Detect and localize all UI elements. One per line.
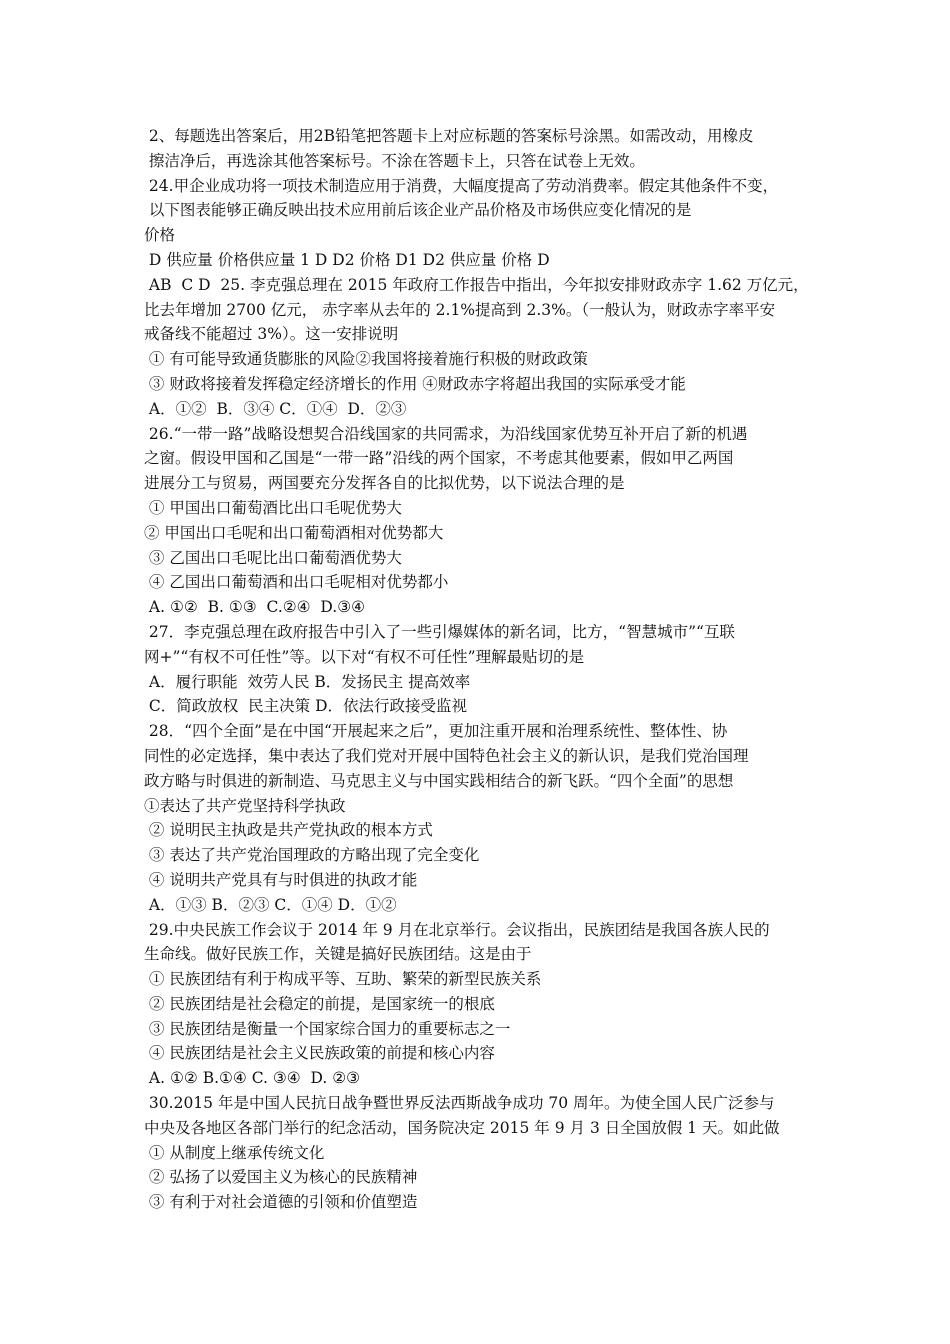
- text-line: 戒备线不能超过 3%）。这一安排说明: [144, 325, 399, 344]
- text-line: A. ①② B.①④ C. ③④ D. ②③: [144, 1069, 361, 1088]
- text-line: 30.2015 年是中国人民抗日战争暨世界反法西斯战争成功 70 周年。为使全国人民广泛参与: [144, 1094, 775, 1113]
- text-line: A. ①② B. ①③ C.②④ D.③④: [144, 598, 365, 617]
- text-line: 进展分工与贸易，两国要充分发挥各自的比拟优势，以下说法合理的是: [144, 474, 625, 493]
- text-line: ③ 表达了共产党治国理政的方略出现了完全变化: [144, 846, 480, 865]
- text-line: ② 民族团结是社会稳定的前提，是国家统一的根底: [144, 994, 495, 1013]
- text-line: AB C D 25. 李克强总理在 2015 年政府工作报告中指出，今年拟安排财政赤字 1.62 万亿元，: [144, 275, 809, 294]
- text-line: 价格: [144, 226, 176, 245]
- text-line: 政方略与时俱进的新制造、马克思主义与中国实践相结合的新飞跃。“四个全面”的思想: [144, 771, 734, 790]
- text-line: 擦洁净后，再选涂其他答案标号。不涂在答题卡上，只答在试卷上无效。: [144, 151, 645, 170]
- text-line: 比去年增加 2700 亿元， 赤字率从去年的 2.1%提高到 2.3%。（一般认为，财政赤字率平安: [144, 300, 776, 319]
- text-line: ② 弘扬了以爱国主义为核心的民族精神: [144, 1168, 418, 1187]
- text-line: 中央及各地区各部门举行的纪念活动，国务院决定 2015 年 9 月 3 日全国放假 1 天。如此做: [144, 1118, 780, 1137]
- text-line: 以下图表能够正确反映出技术应用前后该企业产品价格及市场供应变化情况的是: [144, 201, 692, 220]
- text-line: ① 民族团结有利于构成平等、互助、繁荣的新型民族关系: [144, 970, 542, 989]
- text-line: ③ 乙国出口毛呢比出口葡萄酒优势大: [144, 548, 402, 567]
- text-line: 27．李克强总理在政府报告中引入了一些引爆媒体的新名词，比方，“智慧城市”“互联: [144, 622, 735, 641]
- text-line: ④ 乙国出口葡萄酒和出口毛呢相对优势都小: [144, 573, 449, 592]
- text-line: ① 甲国出口葡萄酒比出口毛呢优势大: [144, 498, 402, 517]
- text-line: 同性的必定选择，集中表达了我们党对开展中国特色社会主义的新认识，是我们党治国理: [144, 746, 749, 765]
- text-line: ① 有可能导致通货膨胀的风险②我国将接着施行积极的财政政策: [144, 350, 588, 369]
- document-body: [144, 124, 812, 1215]
- text-line: 网+”“有权不可任性”等。以下对“有权不可任性”理解最贴切的是: [144, 647, 585, 666]
- text-line: 之窗。假设甲国和乙国是“一带一路”沿线的两个国家，不考虑其他要素，假如甲乙两国: [144, 449, 734, 468]
- text-line: ② 说明民主执政是共产党执政的根本方式: [144, 821, 433, 840]
- text-line: 29.中央民族工作会议于 2014 年 9 月在北京举行。会议指出，民族团结是我国各族人民的: [144, 920, 770, 939]
- text-line: D 供应量 价格供应量 1 D D2 价格 D1 D2 供应量 价格 D: [144, 250, 550, 269]
- text-line: ④ 说明共产党具有与时俱进的执政才能: [144, 870, 418, 889]
- text-line: 26.“一带一路”战略设想契合沿线国家的共同需求，为沿线国家优势互补开启了新的机遇: [144, 424, 748, 443]
- text-line: ① 从制度上继承传统文化: [144, 1143, 325, 1162]
- text-line: 2、每题选出答案后，用2B铅笔把答题卡上对应标题的答案标号涂黑。如需改动，用橡皮: [144, 127, 754, 145]
- text-line: 24.甲企业成功将一项技术制造应用于消费，大幅度提高了劳动消费率。假定其他条件不变，: [144, 176, 779, 195]
- text-line: ② 甲国出口毛呢和出口葡萄酒相对优势都大: [144, 523, 444, 542]
- text-line: 生命线。做好民族工作，关键是搞好民族团结。这是由于: [144, 945, 532, 964]
- text-line: ③ 有利于对社会道德的引领和价值塑造: [144, 1193, 418, 1212]
- text-line: A．①② B．③④ C．①④ D．②③: [144, 399, 407, 418]
- text-line: A．履行职能 效劳人民 B．发扬民主 提高效率: [144, 672, 471, 691]
- text-line: ③ 财政将接着发挥稳定经济增长的作用 ④财政赤字将超出我国的实际承受才能: [144, 374, 686, 393]
- text-line: ③ 民族团结是衡量一个国家综合国力的重要标志之一: [144, 1019, 511, 1038]
- text-line: C．简政放权 民主决策 D．依法行政接受监视: [144, 697, 467, 716]
- text-line: ④ 民族团结是社会主义民族政策的前提和核心内容: [144, 1044, 495, 1063]
- text-line: 28．“四个全面”是在中国“开展起来之后”，更加注重开展和治理系统性、整体性、协: [144, 722, 728, 741]
- text-line: ①表达了共产党坚持科学执政: [144, 796, 346, 815]
- text-line: A．①③ B．②③ C．①④ D．①②: [144, 895, 397, 914]
